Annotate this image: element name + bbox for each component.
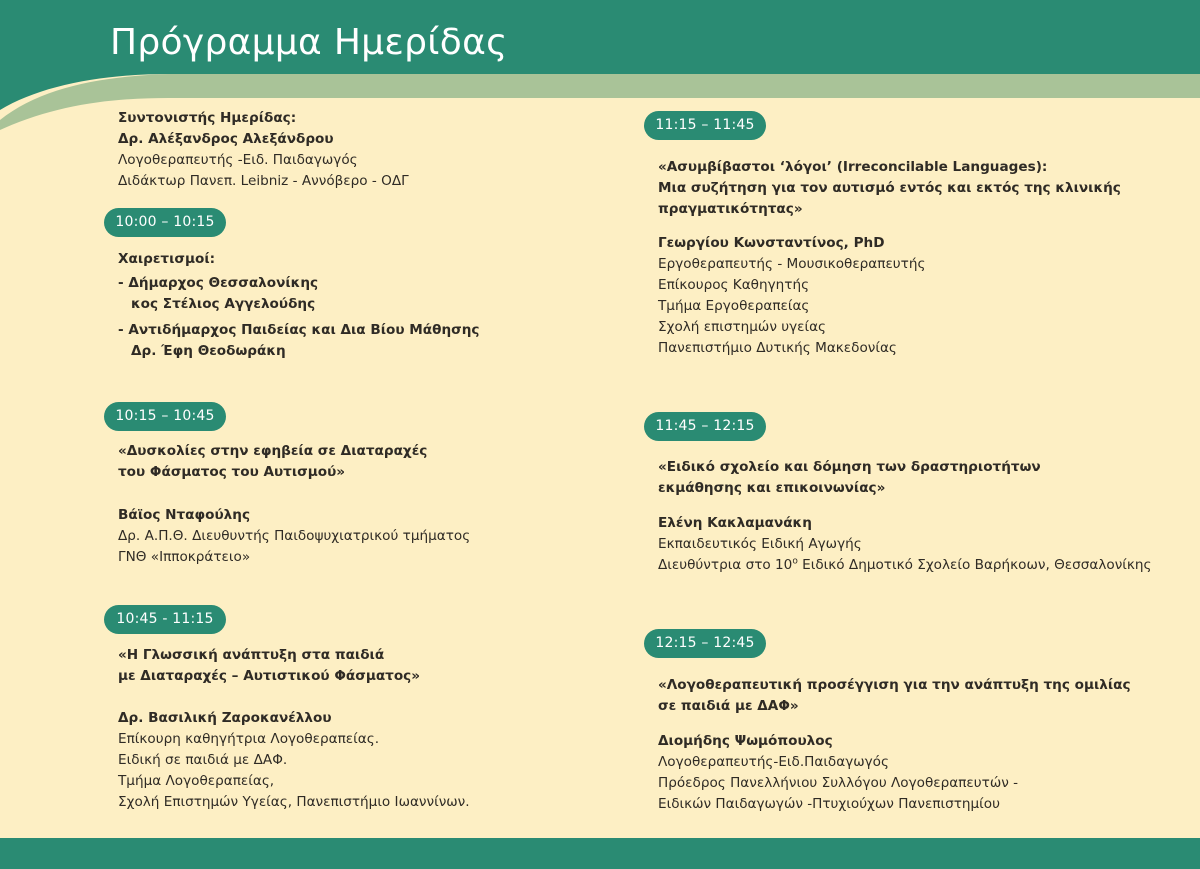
talk-title-line: «Λογοθεραπευτική προσέγγιση για την ανάπτυξη της ομιλίας xyxy=(658,677,1131,693)
footer-band xyxy=(0,838,1200,869)
affiliation-text: Ειδικό Δημοτικό Σχολείο Βαρήκοων, Θεσσαλονίκης xyxy=(797,557,1152,573)
speaker-affiliation: Λογοθεραπευτής-Ειδ.Παιδαγωγός xyxy=(658,754,889,770)
speaker-affiliation: Ειδική σε παιδιά με ΔΑΦ. xyxy=(118,752,288,768)
affiliation-text: Διευθύντρια στο 10 xyxy=(658,557,793,573)
talk-title-line: εκμάθησης και επικοινωνίας» xyxy=(658,480,886,496)
coordinator-line: Λογοθεραπευτής -Ειδ. Παιδαγωγός xyxy=(118,152,358,168)
speaker-name: Γεωργίου Κωνσταντίνος, PhD xyxy=(658,235,885,251)
session-talk xyxy=(118,645,588,687)
speaker-affiliation: Σχολή Επιστημών Υγείας, Πανεπιστήμιο Ιωαννίνων. xyxy=(118,794,470,810)
talk-title-line: «Ασυμβίβαστοι ‘λόγοι’ (Irreconcilable Languages): xyxy=(658,159,1048,175)
speaker-affiliation: Τμήμα Λογοθεραπείας, xyxy=(118,773,275,789)
session-talk xyxy=(658,675,1178,717)
speaker-name: Βάϊος Νταφούλης xyxy=(118,507,251,523)
greeting-line: - Αντιδήμαρχος Παιδείας και Δια Βίου Μάθησης xyxy=(118,322,480,338)
talk-title-line: πραγματικότητας» xyxy=(658,201,803,217)
talk-title-line: σε παιδιά με ΔΑΦ» xyxy=(658,698,799,714)
session-heading: Χαιρετισμοί: xyxy=(118,251,216,267)
speaker-affiliation: ΓΝΘ «Ιπποκράτειο» xyxy=(118,549,251,565)
speaker-name: Ελένη Κακλαμανάκη xyxy=(658,515,812,531)
speaker-affiliation: Επίκουρος Καθηγητής xyxy=(658,277,810,293)
talk-title-line: «Ειδικό σχολείο και δόμηση των δραστηριοτήτων xyxy=(658,459,1041,475)
session-greetings xyxy=(118,249,588,362)
speaker-affiliation: Εργοθεραπευτής - Μουσικοθεραπευτής xyxy=(658,256,926,272)
greeting-line: - Δήμαρχος Θεσσαλονίκης xyxy=(118,275,319,291)
coordinator-line: Διδάκτωρ Πανεπ. Leibniz - Αννόβερο - ΟΔΓ xyxy=(118,173,409,189)
coordinator-block xyxy=(118,108,588,192)
speaker-affiliation: Πρόεδρος Πανελλήνιου Συλλόγου Λογοθεραπευτών - xyxy=(658,775,1019,791)
time-badge: 10:45 - 11:15 xyxy=(104,605,226,634)
coordinator-label: Συντονιστής Ημερίδας: xyxy=(118,110,297,126)
time-badge: 10:00 – 10:15 xyxy=(104,208,226,237)
speaker-affiliation: Τμήμα Εργοθεραπείας xyxy=(658,298,810,314)
speaker-block xyxy=(118,708,588,813)
speaker-affiliation: Σχολή επιστημών υγείας xyxy=(658,319,827,335)
greeting-line: Δρ. Έφη Θεοδωράκη xyxy=(131,343,286,359)
speaker-block xyxy=(658,731,1178,815)
speaker-block xyxy=(118,505,588,568)
speaker-affiliation: Δρ. Α.Π.Θ. Διευθυντής Παιδοψυχιατρικού τμήματος xyxy=(118,528,471,544)
greeting-line: κος Στέλιος Αγγελούδης xyxy=(131,296,316,312)
time-badge: 11:45 – 12:15 xyxy=(644,412,766,441)
session-talk xyxy=(658,157,1178,220)
speaker-block xyxy=(658,513,1178,576)
talk-title-line: Μια συζήτηση για τον αυτισμό εντός και εκτός της κλινικής xyxy=(658,180,1121,196)
page-title: Πρόγραμμα Ημερίδας xyxy=(110,22,508,63)
speaker-name: Δρ. Βασιλική Ζαροκανέλλου xyxy=(118,710,332,726)
talk-title-line: με Διαταραχές – Αυτιστικού Φάσματος» xyxy=(118,668,421,684)
time-badge: 12:15 – 12:45 xyxy=(644,629,766,658)
speaker-affiliation: Επίκουρη καθηγήτρια Λογοθεραπείας. xyxy=(118,731,380,747)
speaker-block xyxy=(658,233,1178,359)
talk-title-line: «Δυσκολίες στην εφηβεία σε Διαταραχές xyxy=(118,443,428,459)
session-talk xyxy=(118,441,588,483)
time-badge: 10:15 – 10:45 xyxy=(104,402,226,431)
ordinal-superscript: ο xyxy=(792,556,798,567)
speaker-affiliation: Εκπαιδευτικός Ειδική Αγωγής xyxy=(658,536,862,552)
speaker-name: Διομήδης Ψωμόπουλος xyxy=(658,733,833,749)
talk-title-line: του Φάσματος του Αυτισμού» xyxy=(118,464,346,480)
speaker-affiliation xyxy=(658,555,1178,576)
speaker-affiliation: Πανεπιστήμιο Δυτικής Μακεδονίας xyxy=(658,340,897,356)
time-badge: 11:15 – 11:45 xyxy=(644,111,766,140)
coordinator-name: Δρ. Αλέξανδρος Αλεξάνδρου xyxy=(118,131,334,147)
talk-title-line: «Η Γλωσσική ανάπτυξη στα παιδιά xyxy=(118,647,385,663)
session-talk xyxy=(658,457,1178,499)
speaker-affiliation: Ειδικών Παιδαγωγών -Πτυχιούχων Πανεπιστημίου xyxy=(658,796,1000,812)
